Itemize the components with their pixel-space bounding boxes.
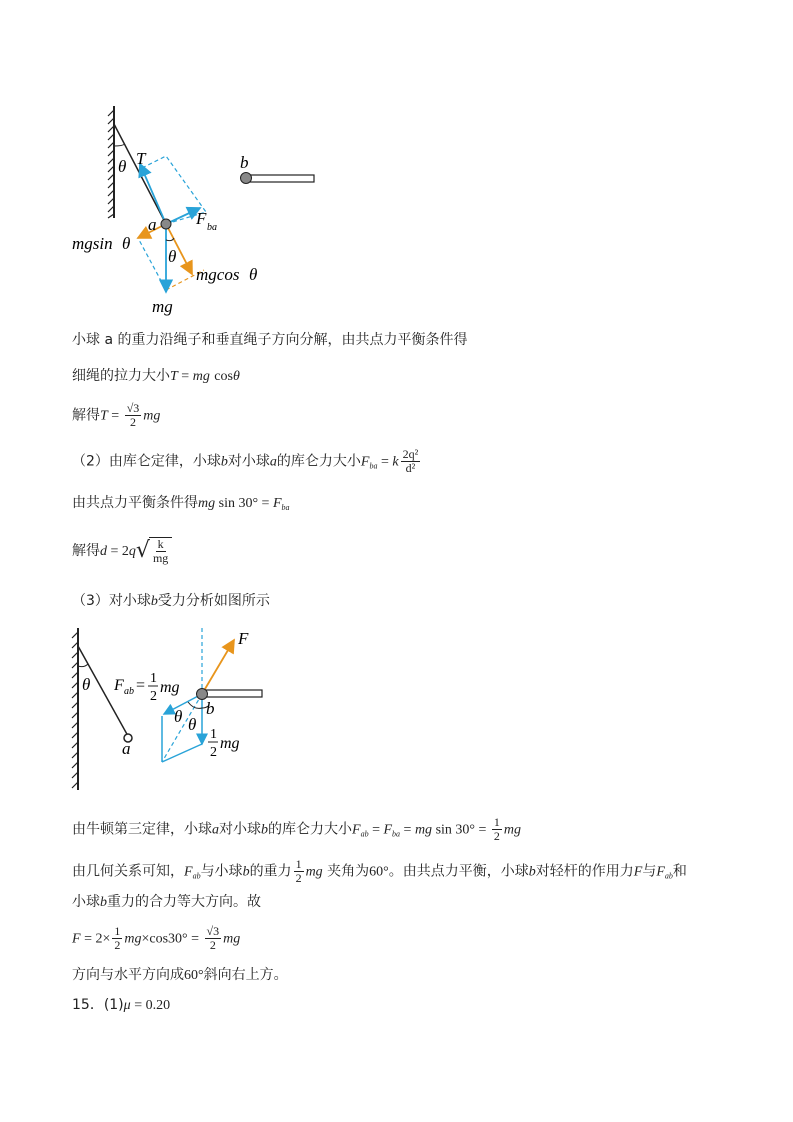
text-line-11: F = 2× $\frac{1}{2}$ mg×cos30° = $\frac{√3}{2}$ mg (72, 924, 241, 952)
label-Fab: F (114, 677, 124, 694)
label-theta-mid: θ (168, 247, 177, 266)
text-line-3: 解得T = $\frac{√3}{2}$ mg (72, 401, 161, 429)
ball-b (241, 173, 252, 184)
label-theta-left: θ (174, 707, 183, 726)
label-b: b (240, 153, 249, 172)
text-line-1: 小球 a 的重力沿绳子和垂直绳子方向分解，由共点力平衡条件得 (72, 332, 468, 348)
text-line-6: 解得d = 2q √ $\frac{k}{mg}$ (72, 537, 172, 565)
text-line-9: 由几何关系可知，$F_{ab}$与小球b的重力 $\frac{1}{2}$ mg 夹角为60°。由共点力平衡，小球b对轻杆的作用力F与$F_{ab}$和 (72, 857, 687, 885)
text-line-4: （2）由库仑定律，小球b对小球a的库仑力大小$F_{ba} = k$ $\frac{\text{2q²}}{\text{d²}}$ (72, 447, 419, 475)
label-Fab-den: 2 (150, 689, 157, 704)
label-mgcos: mgcos (196, 265, 240, 284)
coulomb-force-arrow (166, 208, 200, 224)
wall-2 (72, 628, 78, 790)
label-theta-top: θ (118, 157, 127, 176)
text-line-13: 15．(1)μ = 0.20 (72, 997, 171, 1013)
force-F-arrow (202, 640, 234, 694)
label-a: a (148, 215, 157, 234)
label-Fab-sub: ab (124, 686, 134, 697)
label-ba: ba (207, 222, 217, 233)
label-half-den: 2 (210, 745, 217, 760)
label-F: F (196, 209, 207, 228)
text-line-8: 由牛顿第三定律，小球a对小球b的库仑力大小$F_{ab} = F_{ba}$ = mg sin 30° = $\frac{1}{2}$ mg (72, 815, 522, 843)
label-Fab-eq: = (136, 677, 146, 694)
label-mgsin-theta: θ (122, 234, 131, 253)
label-F-2: F (238, 629, 249, 648)
text-line-5: 由共点力平衡条件得mg $\sin 30^\circ = F_{ba}$ (72, 495, 290, 512)
text-line-7: （3）对小球b受力分析如图所示 (72, 593, 270, 609)
label-half-mg: mg (220, 735, 240, 752)
text-line-10: 小球b重力的合力等大方向。故 (72, 894, 261, 910)
figure-1-force-diagram (72, 100, 340, 320)
label-Fab-mg: mg (160, 679, 180, 696)
ball-b-2 (197, 689, 208, 700)
label-a-2: a (122, 739, 131, 758)
label-mgsin: mgsin (72, 234, 113, 253)
wall (108, 106, 114, 218)
label-T: T (136, 149, 146, 168)
rod-2 (204, 690, 262, 697)
label-mgcos-theta: θ (249, 265, 258, 284)
label-Fab-num: 1 (150, 671, 157, 686)
label-theta-right: θ (188, 715, 197, 734)
ball-a (161, 219, 171, 229)
text-line-12: 方向与水平方向成60°斜向右上方。 (72, 967, 288, 983)
label-half-num: 1 (210, 727, 217, 742)
rod (248, 175, 314, 182)
figure-2-force-diagram (64, 622, 304, 802)
text-line-2: 细绳的拉力大小T = mg cosθ (72, 368, 240, 384)
label-b-2: b (206, 699, 215, 718)
label-mg: mg (152, 297, 173, 316)
label-theta-wall: θ (82, 675, 91, 694)
